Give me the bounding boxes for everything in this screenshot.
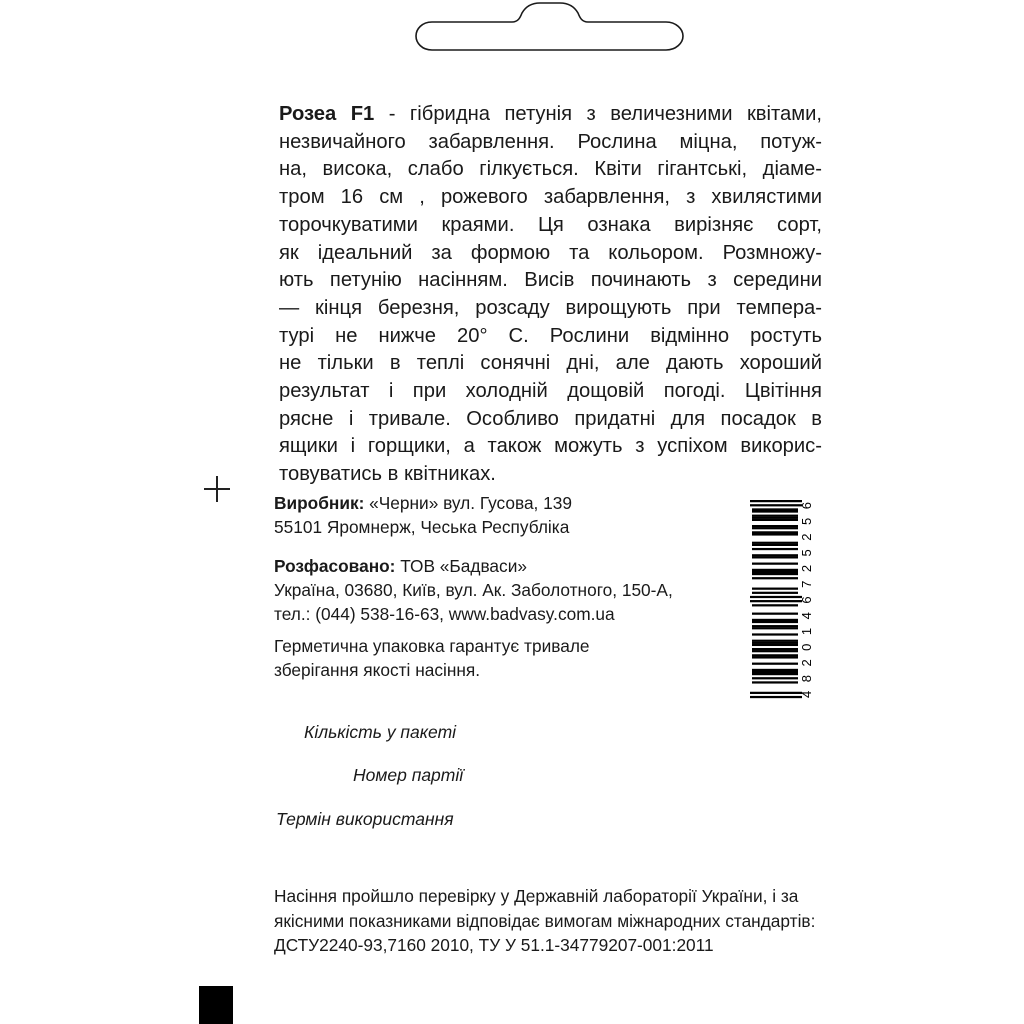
barcode-bar <box>752 592 798 594</box>
barcode-bar <box>752 548 798 550</box>
description-line: торочкуватими краями. Ця ознака вирізняє сорт, <box>279 213 822 236</box>
product-description <box>279 101 822 489</box>
barcode-bar <box>752 681 798 683</box>
barcode-bar <box>752 669 798 671</box>
barcode-bar <box>752 577 798 579</box>
description-line: турі не нижче 20° С. Рослини відмінно ростуть <box>279 324 822 347</box>
barcode-bar <box>752 588 798 590</box>
barcode-bar <box>750 600 802 602</box>
barcode-bar <box>750 692 802 694</box>
barcode-bar <box>752 613 798 615</box>
packer-line3: тел.: (044) 538-16-63, www.badvasy.com.ua <box>274 604 615 624</box>
barcode-bar <box>752 604 798 606</box>
barcode-bar <box>750 504 802 506</box>
producer-line2: 55101 Яромнерж, Чеська Республіка <box>274 517 570 537</box>
barcode-bar <box>752 654 798 656</box>
barcode-bar <box>752 571 798 573</box>
description-line: — кінця березня, розсаду вирощують при темпера- <box>279 296 822 319</box>
barcode-bar <box>752 531 798 533</box>
description-line: незвичайного забарвлення. Рослина міцна, потуж- <box>279 130 822 153</box>
barcode-bar <box>750 696 802 698</box>
barcode-bar <box>752 633 798 635</box>
barcode-bar <box>752 619 798 621</box>
description-line: тром 16 см , рожевого забарвлення, з хвилястими <box>279 186 822 209</box>
barcode-bar <box>752 515 798 517</box>
sealed-note <box>274 634 590 682</box>
barcode-digits: 4820146725256 <box>799 502 814 698</box>
producer-info <box>274 491 572 539</box>
description-line: рясне і тривале. Особливо придатні для посадок в <box>279 407 822 430</box>
description-line: як ідеальний за формою та кольором. Розмножу- <box>279 241 822 264</box>
packer-info <box>274 554 673 626</box>
sealed-line1: Герметична упаковка гарантує тривале <box>274 636 590 656</box>
barcode-bar <box>752 656 798 658</box>
description-line <box>279 101 822 129</box>
description-line: результат і при холодній дощовій погоді. Цвітіння <box>279 380 822 403</box>
corner-mark <box>199 986 233 1024</box>
description-line: на, висока, слабо гілкується. Квіти гігантські, діаме- <box>279 158 822 181</box>
barcode-bar <box>752 573 798 575</box>
description-line: товуватись в квітниках. <box>279 463 496 486</box>
packer-line2: Україна, 03680, Київ, вул. Ак. Заболотного, 150-А, <box>274 580 673 600</box>
barcode-bar <box>752 563 798 565</box>
barcode-bar <box>752 544 798 546</box>
barcode-bar <box>752 625 798 627</box>
barcode-bar <box>752 508 798 510</box>
barcode-bar <box>752 642 798 644</box>
quantity-label: Кількість у пакеті <box>304 722 457 742</box>
barcode-bar <box>752 673 798 675</box>
footer-line3: ДСТУ2240-93,7160 2010, ТУ У 51.1-34779207-001:2011 <box>274 935 714 955</box>
barcode-bar <box>752 627 798 629</box>
registration-mark <box>204 476 230 502</box>
barcode-bar <box>750 596 802 598</box>
description-text: - гібридна петунія з величезними квітами, <box>374 103 823 125</box>
barcode-bar <box>752 663 798 665</box>
producer-line1: «Черни» вул. Гусова, 139 <box>364 493 572 513</box>
packer-line1: ТОВ «Бадваси» <box>395 556 527 576</box>
barcode-bar <box>752 510 798 512</box>
barcode-bar <box>752 648 798 650</box>
footer-line2: якісними показниками відповідає вимогам міжнародних стандартів: <box>274 910 816 931</box>
barcode-bar <box>752 533 798 535</box>
packer-label: Розфасовано: <box>274 556 396 576</box>
barcode-bar <box>752 650 798 652</box>
barcode-bar <box>752 556 798 558</box>
barcode-bar <box>752 519 798 521</box>
barcode-bar <box>752 517 798 519</box>
description-line: ють петунію насінням. Висів починають з середини <box>279 269 822 292</box>
barcode-bar <box>750 500 802 502</box>
producer-label: Виробник: <box>274 493 365 513</box>
barcode <box>748 500 814 700</box>
barcode-bar <box>752 621 798 623</box>
barcode-bar <box>752 640 798 642</box>
sealed-line2: зберігання якості насіння. <box>274 660 481 680</box>
description-line: не тільки в теплі сонячні дні, але дають хороший <box>279 352 822 375</box>
barcode-bar <box>752 677 798 679</box>
hanger-slot <box>0 0 1024 60</box>
description-line: ящики і горщики, а також можуть з успіхом викорис- <box>279 435 822 458</box>
barcode-bar <box>752 525 798 527</box>
barcode-bar <box>752 569 798 571</box>
expiry-label: Термін використання <box>276 809 454 829</box>
barcode-bar <box>752 644 798 646</box>
footer-line1: Насіння пройшло перевірку у Державній лабораторії України, і за <box>274 886 799 906</box>
barcode-bar <box>752 554 798 556</box>
barcode-bar <box>752 671 798 673</box>
barcode-bar <box>752 542 798 544</box>
barcode-bar <box>752 527 798 529</box>
batch-label: Номер партії <box>353 765 464 785</box>
certification-note <box>274 884 815 958</box>
product-name: Розеа F1 <box>279 103 375 125</box>
